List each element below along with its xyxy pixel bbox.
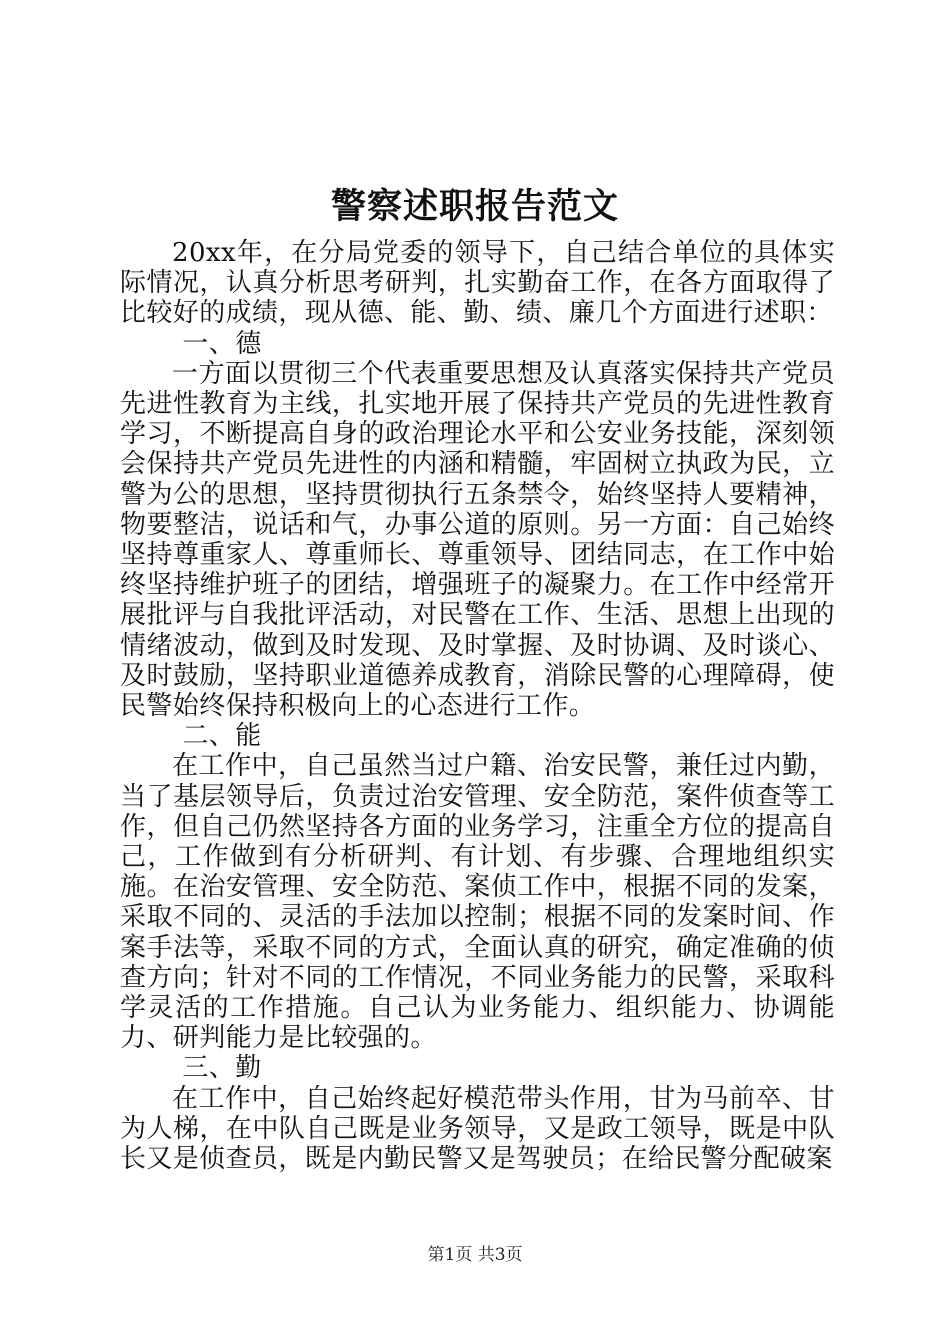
intro-paragraph: 20xx年，在分局党委的领导下，自己结合单位的具体实际情况，认真分析思考研判，扎实勤奋工作，在各方面取得了比较好的成绩，现从德、能、勤、绩、廉几个方面进行述职： <box>120 238 835 329</box>
section-paragraph-de: 一方面以贯彻三个代表重要思想及认真落实保持共产党员先进性教育为主线，扎实地开展了保持共产党员的先进性教育学习，不断提高自身的政治理论水平和公安业务技能，深刻领会保持共产党员先进性的内涵和精髓，牢固树立执政为民，立警为公的思想，坚持贯彻执行五条禁令，始终坚持人要精神，物要整洁，说话和气，办事公道的原则。另一方面：自己始终坚持尊重家人、尊重师长、尊重领导、团结同志，在工作中始终坚持维护班子的团结，增强班子的凝聚力。在工作中经常开展批评与自我批评活动，对民警在工作、生活、思想上出现的情绪波动，做到及时发现、及时掌握、及时协调、及时谈心、及时鼓励，坚持职业道德养成教育，消除民警的心理障碍，使民警始终保持积极向上的心态进行工作。 <box>120 358 835 722</box>
section-paragraph-qin: 在工作中，自己始终起好模范带头作用，甘为马前卒、甘为人梯，在中队自己既是业务领导，又是政工领导，既是中队长又是侦查员，既是内勤民警又是驾驶员；在给民警分配破案 <box>120 1083 835 1175</box>
section-paragraph-neng: 在工作中，自己虽然当过户籍、治安民警，兼任过内勤，当了基层领导后，负责过治安管理、安全防范，案件侦查等工作，但自己仍然坚持各方面的业务学习，注重全方位的提高自己，工作做到有分析研判、有计划、有步骤、合理地组织实施。在治安管理、安全防范、案侦工作中，根据不同的发案，采取不同的、灵活的手法加以控制；根据不同的发案时间、作案手法等，采取不同的方式，全面认真的研究，确定准确的侦查方向；针对不同的工作情况，不同业务能力的民警，采取科学灵活的工作措施。自己认为业务能力、组织能力、协调能力、研判能力是比较强的。 <box>120 751 835 1054</box>
section-heading-de: 一、德 <box>182 328 262 359</box>
section-heading-neng: 二、能 <box>182 721 262 752</box>
document-title: 警察述职报告范文 <box>330 186 619 227</box>
document-body <box>120 238 835 1174</box>
section-heading-qin: 三、勤 <box>182 1053 262 1084</box>
page-number-footer: 第1页 共3页 <box>427 1245 523 1265</box>
